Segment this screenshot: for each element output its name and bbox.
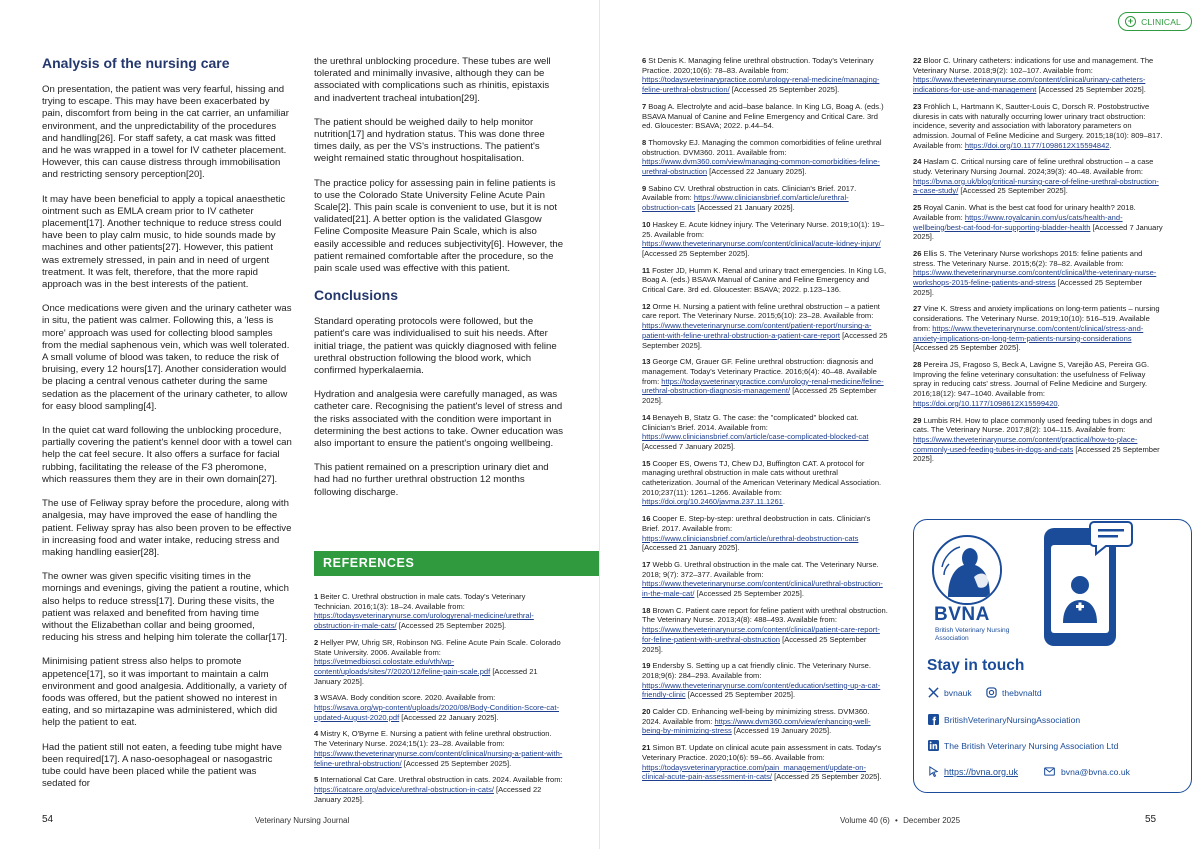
reference-text: Beiter C. Urethral obstruction in male cats. Today's Veterinary Technician. 2016;1(3): 18–24. Available from: — [314, 592, 526, 611]
linkedin-name: The British Veterinary Nursing Association Ltd — [944, 740, 1119, 751]
reference-number: 6 — [642, 56, 649, 65]
reference-accessed: [Accessed 22 January 2025]. — [707, 167, 807, 177]
right-page — [600, 0, 1200, 849]
reference-item — [642, 184, 888, 213]
reference-number: 28 — [913, 359, 924, 369]
reference-accessed: . — [1109, 140, 1112, 150]
reference-number: 11 — [642, 265, 653, 275]
facebook-icon — [928, 714, 939, 725]
reference-link[interactable]: https://www.dvm360.com/view/enhancing-well-being-by-minimizing-stress — [642, 716, 871, 736]
issue-info — [840, 816, 960, 825]
clinical-section-tag — [1118, 12, 1192, 31]
reference-number: 27 — [913, 304, 924, 314]
reference-item — [642, 220, 888, 259]
reference-link[interactable]: https://bvna.org.uk/blog/critical-nursing-care-of-feline-urethral-obstruction-a-case-study/ — [913, 176, 1159, 196]
instagram-handle: thebvnaltd — [1002, 687, 1042, 698]
reference-item — [314, 693, 564, 722]
reference-number: 20 — [642, 707, 653, 717]
reference-link[interactable]: https://www.theveterinarynurse.com/content/patient-report/nursing-a-patient-with-feline-urethral-obstruction-a-patient-care-report — [642, 321, 872, 340]
reference-link[interactable]: https://www.cliniciansbrief.com/article/urethral-deobstruction-cats — [642, 533, 859, 543]
reference-link[interactable]: https://www.theveterinarynurse.com/content/practical/how-to-place-commonly-used-feeding-tubes-in-dogs-and-cats — [913, 434, 1138, 454]
reference-text: Fröhlich L, Hartmann K, Sautter-Louis C, Dorsch R. Postobstructive diuresis in cats with naturally occurring lower urinary tract obstruction: incidence, severity and association with laboratory parameters on admission. Journal of Feline Medicine and Surgery. 2015;18(10): 809–817. Available from: — [913, 101, 1163, 150]
reference-link[interactable]: https://www.theveterinarynurse.com/content/clinical/the-veterinary-nurse-workshops-2015-feline-patients-and-stress — [913, 268, 1157, 288]
reference-number: 22 — [913, 56, 924, 65]
bvna-logo-word: BVNA — [934, 604, 990, 625]
reference-link[interactable]: https://www.cliniciansbrief.com/article/urethral-obstruction-cats — [642, 193, 849, 213]
reference-accessed: [Accessed 25 September 2025]. — [729, 85, 840, 95]
reference-item — [642, 606, 888, 655]
reference-item — [314, 775, 564, 804]
chat-bubble-icon — [1088, 518, 1134, 558]
reference-accessed: [Accessed 25 September 2025]. — [642, 330, 888, 350]
reference-text: Haskey E. Acute kidney injury. The Veterinary Nurse. 2019;10(1): 19–25. Available from: — [642, 219, 885, 239]
reference-number: 21 — [642, 743, 653, 753]
reference-link[interactable]: https://www.theveterinarynurse.com/content/clinical/acute-kidney-injury/ — [642, 239, 881, 249]
reference-link[interactable]: https://www.cliniciansbrief.com/article/case-complicated-blocked-cat — [642, 432, 869, 442]
references-list-col4 — [913, 56, 1163, 471]
reference-link[interactable]: https://doi.org/10.1177/1098612X15599420 — [913, 398, 1058, 408]
reference-accessed: [Accessed 25 September 2025]. — [685, 690, 796, 700]
reference-accessed: [Accessed 25 September 2025]. — [694, 589, 804, 599]
reference-item — [642, 357, 888, 406]
stay-in-touch-heading: Stay in touch — [927, 657, 1025, 674]
page-number-left: 54 — [42, 814, 54, 825]
reference-item — [642, 514, 888, 553]
email-address: bvna@bvna.co.uk — [1061, 766, 1130, 777]
reference-link[interactable]: https://www.theveterinarynurse.com/content/education/setting-up-a-cat-friendly-clinic — [642, 680, 881, 700]
page-number-right: 55 — [1145, 814, 1157, 825]
body-paragraph: Had the patient still not eaten, a feeding tube might have been required[17]. A naso-oesophageal or nasogastric tube could have been placed while the patient was sedated for — [42, 741, 283, 790]
reference-text: St Denis K. Managing feline urethral obstruction. Today's Veterinary Practice. 2020;10(6): 78–83. Available from: — [642, 56, 874, 75]
bvna-logo-emblem — [932, 535, 1002, 605]
reference-text: Hellyer PW, Uhrig SR, Robinson NG. Feline Acute Pain Scale. Colorado State University. 2006. Available from: — [314, 637, 561, 657]
reference-number: 23 — [913, 101, 924, 111]
reference-accessed: [Accessed 25 September 2025]. — [642, 634, 867, 654]
reference-link[interactable]: https://doi.org/10.1177/1098612X15594842 — [964, 140, 1110, 150]
reference-link[interactable]: https://vetmedbiosci.colostate.edu/vth/wp-content/uploads/sites/7/2020/12/feline-pain-scale.pdf — [314, 657, 491, 676]
reference-text: Simon BT. Update on clinical acute pain assessment in cats. Today's Veterinary Practice. 2020;10(6): 59–66. Available from: — [642, 743, 882, 762]
reference-number: 1 — [314, 592, 321, 601]
reference-accessed: [Accessed 7 January 2025]. — [913, 222, 1163, 242]
body-paragraph: It may have been beneficial to apply a topical anaesthetic ointment such as EMLA cream prior to IV catheter placement[17]. Another technique to reduce stress could have been to play calm music, to hide sounds made by machines and other patients[27]. However, this patient was extremely stressed, in pain and in need of urgent treatment. It was felt, therefore, that the more rapid approach was in the best interests of the patient. — [42, 193, 286, 291]
reference-link[interactable]: https://www.theveterinarynurse.com/content/clinical/patient-care-report-for-feline-patient-with-urethral-obstruction — [642, 625, 880, 644]
reference-item — [642, 138, 888, 177]
reference-text: Foster JD, Humm K. Renal and urinary tract emergencies. In King LG, Boag A. (eds.) BSAVA Manual of Canine and Feline Emergency and Critical Care. 3rd ed. Gloucester: BSAVA; 2022. p.123–136. — [642, 265, 887, 295]
section-heading-analysis: Analysis of the nursing care — [42, 55, 230, 71]
reference-number: 29 — [913, 415, 924, 425]
reference-item — [314, 729, 564, 768]
x-logo-icon — [928, 687, 939, 698]
reference-number: 8 — [642, 137, 649, 147]
reference-accessed: [Accessed 19 January 2025]. — [731, 726, 832, 736]
reference-accessed: [Accessed 21 January 2025]. — [314, 666, 538, 686]
reference-link[interactable]: https://www.theveterinarynurse.com/content/clinical/urinary-catheters-indications-for-use-and-management — [913, 75, 1146, 95]
reference-number: 25 — [913, 203, 924, 213]
reference-accessed: [Accessed 25 September 2025]. — [642, 386, 877, 406]
reference-item — [642, 560, 888, 599]
reference-number: 7 — [642, 101, 649, 111]
references-list-col3 — [642, 56, 888, 789]
journal-name: Veterinary Nursing Journal — [255, 816, 350, 825]
reference-accessed: [Accessed 22 January 2025]. — [314, 784, 542, 804]
website-link[interactable] — [928, 766, 1018, 777]
reference-item — [913, 249, 1163, 298]
reference-link[interactable]: https://www.theveterinarynurse.com/content/clinical/nursing-a-patient-with-feline-urethral-obstruction/ — [314, 748, 563, 768]
linkedin-icon — [928, 740, 939, 751]
website-url: https://bvna.org.uk — [944, 766, 1019, 777]
reference-number: 3 — [314, 693, 321, 703]
reference-number: 24 — [913, 157, 924, 167]
instagram-social-link[interactable] — [986, 687, 1042, 698]
envelope-icon — [1043, 766, 1056, 777]
reference-accessed: [Accessed 22 January 2025]. — [399, 712, 499, 722]
reference-number: 2 — [314, 637, 321, 647]
body-paragraph: The practice policy for assessing pain in feline patients is to use the Colorado State University Feline Acute Pain Scale[2]. This pain scale is convenient to use, but it is not validated[21]. A better option is the validated Glasgow Feline Composite Measure Pain Scale, which is also easily accessible and reduces subjectivity[6]. However, the patient remained comfortable after the procedure, so the pain scale used was effective with this patient. — [314, 177, 564, 275]
reference-accessed: [Accessed 25 September 2025]. — [958, 186, 1068, 196]
reference-accessed: [Accessed 25 September 2025]. — [1036, 85, 1146, 95]
reference-text: International Cat Care. Urethral obstruction in cats. 2024. Available from: — [320, 775, 563, 785]
reference-text: Thomovsky EJ. Managing the common comorbidities of feline urethral obstruction. DVM360. 2011. Available from: — [642, 137, 882, 157]
x-social-link[interactable] — [928, 687, 972, 698]
linkedin-social-link[interactable] — [928, 740, 1118, 751]
reference-item — [314, 638, 564, 687]
reference-item — [913, 416, 1163, 465]
body-paragraph: Minimising patient stress also helps to promote appetence[17], so it was important to maintain a calm environment and good analgesia. Additionally, a variety of foods was offered, but the patient showed no interest in eating, and so mirtazapine was administered, which did help the patient to eat. — [42, 656, 287, 729]
reference-accessed: [Accessed 25 September 2025]. — [401, 758, 512, 768]
reference-text: Endersby S. Setting up a cat friendly clinic. The Veterinary Nurse. 2018;9(6): 284–293. Available from: — [642, 661, 871, 680]
reference-link[interactable]: https://www.theveterinarynurse.com/content/clinical/urethral-obstruction-in-the-male-cat/ — [642, 579, 883, 599]
reference-accessed: [Accessed 25 September 2025]. — [913, 278, 1143, 297]
reference-text: Haslam C. Critical nursing care of feline urethral obstruction – a case study. Veterinary Nursing Journal. 2024;39(3): 40–48. Available from: — [913, 157, 1154, 177]
reference-text: Bloor C. Urinary catheters: indications for use and management. The Veterinary Nurse. 2018;9(2): 102–107. Available from: — [913, 56, 1154, 75]
reference-item — [642, 266, 888, 295]
reference-accessed: [Accessed 7 January 2025]. — [642, 441, 736, 451]
email-link[interactable] — [1043, 766, 1130, 777]
reference-number: 18 — [642, 605, 653, 615]
reference-number: 12 — [642, 301, 653, 311]
conclusion-paragraph: This patient remained on a prescription urinary diet and had had no further urethral obstruction 12 months following discharge. — [314, 462, 549, 498]
reference-text: George CM, Grauer GF. Feline urethral obstruction: diagnosis and management. Today's Veterinary Practice. 2016;6(4): 40–48. Available from: — [642, 357, 877, 386]
reference-item — [642, 302, 888, 351]
volume-label: Volume 40 (6) — [840, 816, 890, 825]
cursor-pointer-icon — [928, 766, 939, 777]
reference-text: Lumbis RH. How to place commonly used feeding tubes in dogs and cats. The Veterinary Nurse. 2017;8(2): 104–115. Available from: — [913, 415, 1153, 435]
reference-number: 4 — [314, 729, 321, 739]
reference-accessed: [Accessed 21 January 2025]. — [642, 543, 740, 553]
article-column-2 — [314, 56, 564, 511]
reference-accessed: [Accessed 21 January 2025]. — [695, 203, 795, 213]
plus-circle-icon: + — [1125, 16, 1136, 27]
reference-text: Vine K. Stress and anxiety implications on long-term patients – nursing considerations. The Veterinary Nurse. 2019;10(10): 516–519. Available from: — [913, 304, 1160, 333]
reference-item — [913, 56, 1163, 95]
reference-item — [642, 743, 888, 782]
reference-text: Sabino CV. Urethral obstruction in cats. Clinician's Brief. 2017. Available from: — [642, 183, 857, 203]
references-list-left — [314, 592, 564, 811]
reference-item — [913, 102, 1163, 151]
footer-bullet: • — [895, 816, 898, 825]
reference-text: Mistry K, O'Byrne E. Nursing a patient with feline urethral obstruction. The Veterinary Nurse. 2024;15(1): 23–28. Available from: — [314, 729, 552, 749]
reference-item — [913, 203, 1163, 242]
instagram-icon — [986, 687, 997, 698]
reference-link[interactable]: https://wsava.org/wp-content/uploads/2020/08/Body-Condition-Score-cat-updated-August-2020.pdf — [314, 703, 559, 722]
reference-text: Brown C. Patient care report for feline patient with urethral obstruction. The Veterinary Nurse. 2013;4(8): 488–493. Available from: — [642, 605, 888, 625]
reference-number: 19 — [642, 661, 653, 671]
reference-text: Cooper E. Step-by-step: urethral deobstruction in cats. Clinician's Brief. 2017. Available from: — [642, 514, 871, 533]
reference-number: 5 — [314, 775, 321, 785]
reference-number: 14 — [642, 412, 653, 422]
reference-link[interactable]: https://doi.org/10.2460/javma.237.11.1261 — [642, 497, 783, 507]
bvna-logo-subtitle: British Veterinary Nursing Association — [935, 627, 1010, 642]
article-column-1 — [42, 55, 292, 802]
section-tag-label: CLINICAL — [1141, 16, 1181, 27]
body-paragraph: The use of Feliway spray before the procedure, along with analgesia, may have improved the ease of handling the patient. Feliway spray has also been proven to be effective in increasing food and water intake, reducing stress and making handling easier[28]. — [42, 498, 292, 558]
reference-number: 9 — [642, 183, 649, 193]
reference-number: 13 — [642, 357, 653, 367]
issue-date: December 2025 — [903, 816, 961, 825]
reference-text: Boag A. Electrolyte and acid–base balance. In King LG, Boag A. (eds.) BSAVA Manual of Canine and Feline Emergency and Critical Care. 3rd ed. Gloucester: BSAVA; 2022. p.44–54. — [642, 101, 884, 131]
reference-text: Ellis S. The Veterinary Nurse workshops 2015: feline patients and stress. The Veterinary Nurse. 2015;6(2): 78–82. Available from: — [913, 248, 1143, 268]
reference-accessed: [Accessed 25 September 2025]. — [642, 248, 750, 258]
body-paragraph: Once medications were given and the urinary catheter was in situ, the patient was calmer. Following this, a 'less is more' approach was used for collecting blood samples from the medial saphenous vein, which was well tolerated. A small volume of blood was taken, to reduce the risk of bruising, every 12 hours[17]. Another consideration would be placing a central venous catheter during the same sedation as the placement of the urinary catheter, to allow for easy blood sampling[4]. — [42, 303, 292, 412]
phone-illustration-icon — [1044, 528, 1116, 646]
reference-link[interactable]: https://www.theveterinarynurse.com/content/clinical/stress-and-anxiety-implications-on-long-term-patients-nursing-considerations — [913, 323, 1144, 343]
section-heading-conclusions: Conclusions — [314, 287, 399, 304]
reference-item — [913, 157, 1163, 196]
reference-accessed: [Accessed 25 September 2025]. — [913, 343, 1021, 353]
reference-accessed: . — [1057, 398, 1060, 408]
reference-link[interactable]: https://todaysveterinarypractice.com/urology-renal-medicine/managing-feline-urethral-obstruction/ — [642, 75, 880, 95]
reference-item — [913, 304, 1163, 353]
body-paragraph: On presentation, the patient was very fearful, hissing and trying to escape. This may have been exacerbated by pain, discomfort from being in the cat carrier, an unfamiliar environment, and the unpredictability of the procedures and handling[26]. For staff safety, a cat mask was fitted and he was wrapped in a towel for IV catheter placement. However, this can cause distress through immobilisation and restricting sensory perception[20]. — [42, 84, 289, 181]
body-paragraph: In the quiet cat ward following the unblocking procedure, partially covering the patient's kennel door with a towel can help the cat feel secure. It also offers a surface for facial rubbing, facilitating the release of the F3 pheromone, which reassures them they are in their own domain[27]. — [42, 425, 292, 485]
reference-accessed: . — [782, 497, 785, 507]
reference-item — [642, 56, 888, 95]
reference-link[interactable]: https://icatcare.org/advice/urethral-obstruction-in-cats/ — [314, 784, 494, 794]
reference-text: Webb G. Urethral obstruction in the male cat. The Veterinary Nurse. 2018; 9(7): 372–377. Available from: — [642, 559, 879, 579]
body-paragraph: The patient should be weighed daily to help monitor nutrition[17] and hydration status. This was done three times daily, as per the VS's instructions. The patient's weight remained static throughout hospitalisation. — [314, 116, 545, 165]
phone-screen — [1051, 545, 1109, 633]
reference-text: Pereira JS, Fragoso S, Beck A, Lavigne S, Varejão AS, Pereira GG. Improving the feline veterinary consultation: the usefulness of Feliway spray in reducing cats' stress. Journal of Feline Medicine and Surgery. 2016;18(12): 947–1040. Available from: — [913, 359, 1150, 399]
references-heading: REFERENCES — [314, 551, 600, 576]
reference-link[interactable]: https://todaysveterinarypractice.com/pain_management/update-on-clinical-acute-pain-assessment-in-cats/ — [642, 762, 867, 782]
conclusion-paragraphs — [314, 316, 564, 499]
reference-text: Orme H. Nursing a patient with feline urethral obstruction – a patient care report. The Veterinary Nurse. 2015;6(10): 23–28. Available from: — [642, 301, 880, 321]
reference-link[interactable]: https://todaysveterinarypractice.com/urology-renal-medicine/feline-urethral-obstruction-diagnosis-management/ — [642, 376, 884, 396]
bvna-contact-box — [913, 519, 1192, 793]
conclusion-paragraph: Hydration and analgesia were carefully managed, as was catheter care. Recognising the patient's level of stress and the risks associated with the condition were important in determining the best actions to take. Owner education was also important to ensure the patient's ongoing wellbeing. — [314, 389, 564, 450]
reference-item — [642, 413, 888, 452]
facebook-name: BritishVeterinaryNursingAssociation — [944, 714, 1081, 725]
reference-accessed: [Accessed 25 September 2025]. — [396, 621, 507, 631]
conclusion-paragraph: Standard operating protocols were followed, but the patient's care was individualised to suit his needs. After initial triage, the patient was quickly diagnosed with feline urethral obstruction following the blood work, which confirmed hyperkalaemia. — [314, 316, 557, 377]
reference-number: 16 — [642, 514, 653, 524]
reference-number: 17 — [642, 559, 653, 569]
reference-item — [642, 661, 888, 700]
reference-link[interactable]: https://todaysveterinarynurse.com/urologyrenal-medicine/urethral-obstruction-in-male-cats/ — [314, 611, 534, 631]
reference-number: 10 — [642, 219, 653, 229]
reference-item — [642, 459, 888, 508]
facebook-social-link[interactable] — [928, 714, 1080, 725]
col2-paragraphs — [314, 56, 564, 275]
reference-number: 26 — [913, 248, 924, 258]
reference-text: Calder CD. Enhancing well-being by minimizing stress. DVM360. 2024. Available from: — [642, 707, 870, 726]
reference-item — [913, 360, 1163, 409]
reference-number: 15 — [642, 458, 653, 468]
reference-text: Benayeh B, Statz G. The case: the "complicated" blocked cat. Clinician's Brief. 2014. Available from: — [642, 412, 859, 432]
reference-text: Cooper ES, Owens TJ, Chew DJ, Buffington CAT. A protocol for managing urethral obstruction in male cats without urethral catheterization. Journal of the American Veterinary Medical Association. 2010;237(11): 1261–1266. Available from: — [642, 458, 882, 497]
reference-accessed: [Accessed 25 September 2025]. — [772, 772, 882, 782]
reference-text: WSAVA. Body condition score. 2020. Available from: — [320, 693, 496, 703]
reference-item — [642, 102, 888, 131]
col1-paragraphs — [42, 84, 292, 790]
reference-item — [314, 592, 564, 631]
reference-text: Royal Canin. What is the best cat food for urinary health? 2018. Available from: — [913, 203, 1136, 222]
body-paragraph: The owner was given specific visiting times in the mornings and evenings, giving the patient a routine, which also helps to reduce stress[17]. During these visits, the patient was relaxed and benefited from having time without the Elizabethan collar and being groomed, reducing his stress and helping him tolerate the collar[17]. — [42, 571, 289, 644]
x-handle: bvnauk — [944, 687, 972, 698]
reference-accessed: [Accessed 25 September 2025]. — [913, 444, 1160, 464]
reference-link[interactable]: https://www.dvm360.com/view/managing-common-comorbidities-feline-urethral-obstruction — [642, 157, 880, 177]
reference-item — [642, 707, 888, 736]
reference-link[interactable]: https://www.royalcanin.com/us/cats/health-and-wellbeing/best-cat-food-for-supporting-bladder-health — [913, 212, 1123, 232]
body-paragraph: the urethral unblocking procedure. These tubes are well tolerated and minimally invasive, although they can be associated with complications such as rhinitis, epistaxis and inadvertent tracheal intubation[29]. — [314, 56, 551, 104]
